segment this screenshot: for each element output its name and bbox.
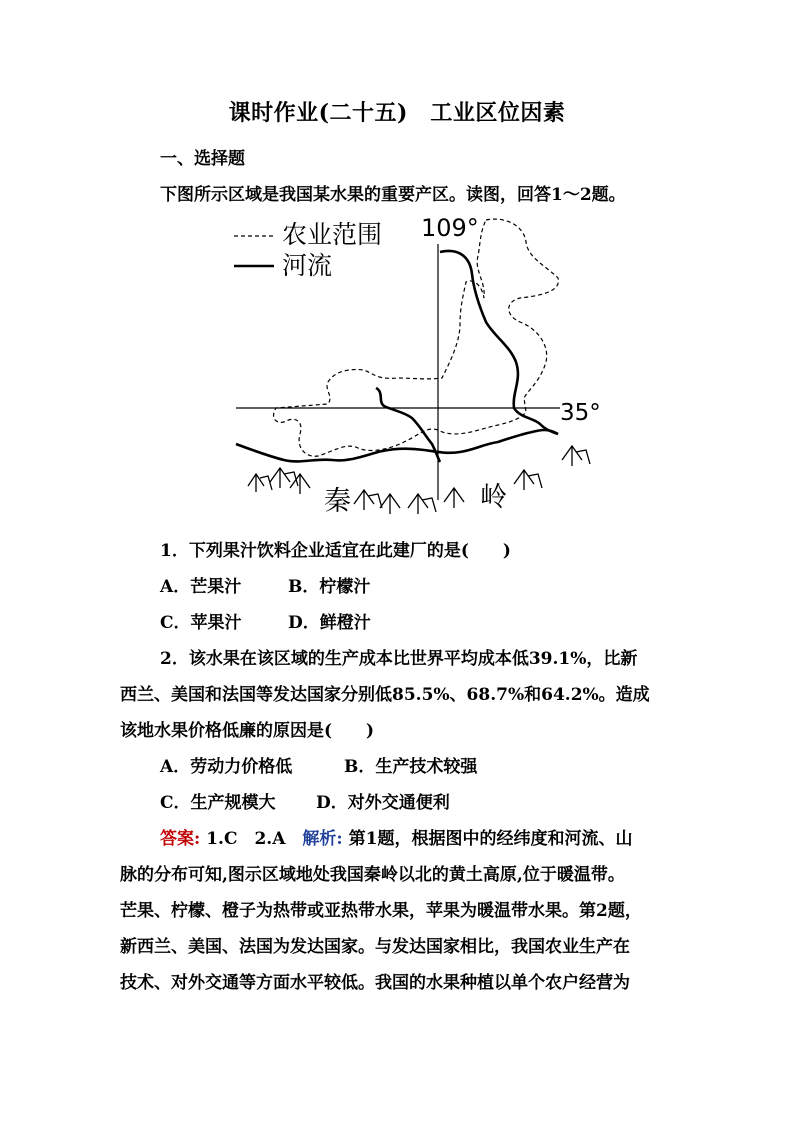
- q1-stem: 1．下列果汁饮料企业适宜在此建厂的是( ): [160, 541, 511, 561]
- latitude-label: 35°: [560, 400, 601, 426]
- analysis-line4: 新西兰、美国、法国为发达国家。与发达国家相比，我国农业生产在: [120, 937, 630, 957]
- q2-stem-line2: 西兰、美国和法国等发达国家分别低85.5%、68.7%和64.2%。造成: [120, 685, 650, 705]
- q2-stem-line3: 该地水果价格低廉的原因是( ): [120, 721, 375, 741]
- q2-option-b: B．生产技术较强: [344, 757, 478, 777]
- q2-option-c: C．生产规模大: [160, 793, 276, 813]
- analysis-text-1: 第1题，根据图中的经纬度和河流、山: [342, 829, 633, 849]
- ling-label: 岭: [480, 482, 507, 513]
- answer-label: 答案:: [160, 829, 201, 849]
- map-svg: [228, 212, 602, 520]
- q1-option-b: B．柠檬汁: [288, 577, 371, 597]
- river-main: [440, 251, 558, 434]
- q2-stem-line1: 2．该水果在该区域的生产成本比世界平均成本低39.1%，比新: [160, 649, 638, 669]
- q1-option-a: A．芒果汁: [160, 577, 242, 597]
- legend-agri-label: 农业范围: [282, 220, 383, 249]
- qin-label: 秦: [324, 486, 351, 517]
- map-figure: [228, 212, 602, 520]
- intro-text: 下图所示区域是我国某水果的重要产区。读图，回答1～2题。: [160, 185, 626, 205]
- answer-line1: [160, 824, 632, 849]
- analysis-label: 解析:: [302, 829, 343, 849]
- analysis-line2: 脉的分布可知,图示区域地处我国秦岭以北的黄土高原,位于暖温带。: [120, 865, 625, 885]
- longitude-label: 109°: [421, 214, 479, 242]
- q2-option-a: A．劳动力价格低: [160, 757, 293, 777]
- section-heading: 一、选择题: [160, 149, 245, 169]
- analysis-line3: 芒果、柠檬、橙子为热带或亚热带水果，苹果为暖温带水果。第2题，: [120, 901, 642, 921]
- page-title: 课时作业(二十五) 工业区位因素: [228, 100, 566, 126]
- q2-option-d: D．对外交通便利: [316, 793, 450, 813]
- analysis-line5: 技术、对外交通等方面水平较低。我国的水果种植以单个农户经营为: [120, 973, 630, 993]
- answer-value: 1.C 2.A: [200, 829, 303, 849]
- mountain-symbols: [248, 446, 590, 514]
- legend-river-label: 河流: [282, 251, 333, 280]
- q1-option-c: C．苹果汁: [160, 613, 242, 633]
- q1-option-d: D．鲜橙汁: [288, 613, 371, 633]
